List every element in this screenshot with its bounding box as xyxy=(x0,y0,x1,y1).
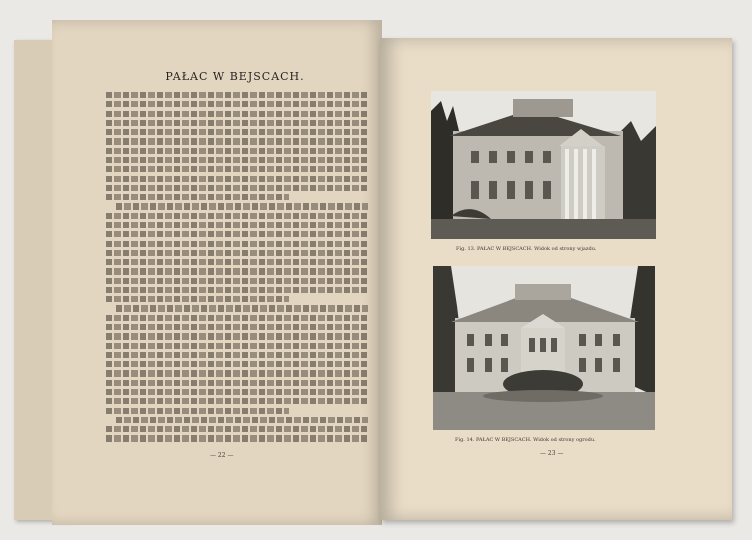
text-line xyxy=(106,370,368,376)
palace-garden-photo xyxy=(433,266,655,430)
body-text xyxy=(106,92,368,442)
text-line xyxy=(116,417,368,423)
text-line xyxy=(106,333,368,339)
text-line xyxy=(106,259,368,265)
text-line xyxy=(106,185,368,191)
text-line xyxy=(106,129,368,135)
text-line xyxy=(106,194,289,200)
page-title: PAŁAC W BEJSCACH. xyxy=(165,70,305,83)
palace-entrance-photo xyxy=(431,91,656,239)
text-line xyxy=(106,92,368,98)
text-line xyxy=(106,231,368,237)
text-line xyxy=(106,120,368,126)
page-number-left: — 22 — xyxy=(210,452,234,459)
text-line xyxy=(106,222,368,228)
text-line xyxy=(106,287,368,293)
text-line xyxy=(116,305,368,311)
text-line xyxy=(106,268,368,274)
text-line xyxy=(106,176,368,182)
text-line xyxy=(106,213,368,219)
text-line xyxy=(106,361,368,367)
text-line xyxy=(106,398,368,404)
text-line xyxy=(106,250,368,256)
text-line xyxy=(106,296,289,302)
text-line xyxy=(106,380,368,386)
caption-top: Fig. 13. PAŁAC W BEJSCACH. Widok od strony wjazdu. xyxy=(456,246,597,252)
caption-bottom: Fig. 14. PAŁAC W BEJSCACH. Widok od strony ogrodu. xyxy=(455,437,596,443)
text-line xyxy=(106,241,368,247)
text-line xyxy=(106,352,368,358)
text-line xyxy=(106,157,368,163)
text-line xyxy=(106,166,368,172)
text-line xyxy=(106,111,368,117)
text-line xyxy=(106,343,368,349)
text-line xyxy=(116,203,368,209)
text-line xyxy=(106,278,368,284)
text-line xyxy=(106,389,368,395)
text-line xyxy=(106,138,368,144)
text-line xyxy=(106,315,368,321)
text-line xyxy=(106,435,368,441)
text-line xyxy=(106,324,368,330)
page-number-right: — 23 — xyxy=(540,450,564,457)
text-line xyxy=(106,101,368,107)
text-line xyxy=(106,148,368,154)
text-line xyxy=(106,408,289,414)
text-line xyxy=(106,426,368,432)
